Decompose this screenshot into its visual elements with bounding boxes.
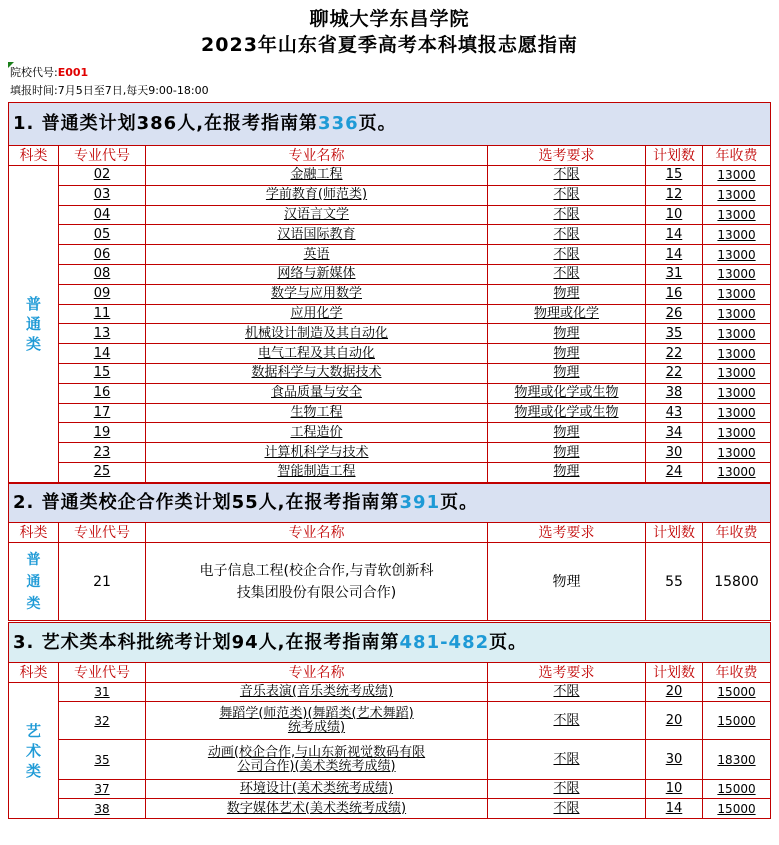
major-fee: 15000 — [703, 683, 771, 702]
major-code: 06 — [59, 245, 146, 265]
major-code: 15 — [59, 363, 146, 383]
page-title-school: 聊城大学东昌学院 — [309, 8, 470, 30]
major-fee: 13000 — [703, 324, 771, 344]
major-code: 03 — [59, 185, 146, 205]
major-code: 05 — [59, 225, 146, 245]
major-plan: 26 — [646, 304, 703, 324]
major-requirement: 不限 — [488, 702, 646, 740]
major-requirement: 物理 — [488, 363, 646, 383]
major-plan: 34 — [646, 423, 703, 443]
table-row — [9, 225, 771, 245]
table-row — [9, 205, 771, 225]
major-fee: 13000 — [703, 403, 771, 423]
col-header-category: 科类 — [9, 146, 59, 166]
major-requirement: 物理 — [488, 423, 646, 443]
category-cell: 普 通 类 — [9, 166, 59, 483]
major-fee: 18300 — [703, 740, 771, 780]
major-code: 37 — [59, 780, 146, 799]
major-plan: 14 — [646, 225, 703, 245]
section-3-title: 3. 艺术类本科批统考计划94人,在报考指南第481-482页。 — [9, 623, 771, 663]
major-plan: 24 — [646, 462, 703, 482]
col-header-code: 专业代号 — [59, 146, 146, 166]
section-3-page: 481-482 — [399, 631, 490, 653]
major-plan: 16 — [646, 284, 703, 304]
table-row — [9, 344, 771, 364]
table-row — [9, 166, 771, 186]
category-cell: 艺 术 类 — [9, 683, 59, 819]
section-3-table — [8, 622, 771, 819]
major-code: 08 — [59, 264, 146, 284]
major-requirement: 物理 — [488, 284, 646, 304]
col-header-plan: 计划数 — [646, 146, 703, 166]
fill-time-line: 填报时间:7月5日至7日,每天9:00-18:00 — [10, 84, 209, 97]
major-fee: 13000 — [703, 344, 771, 364]
major-name: 电气工程及其自动化 — [146, 344, 488, 364]
major-code: 16 — [59, 383, 146, 403]
col-header-code: 专业代号 — [59, 523, 146, 543]
major-requirement: 不限 — [488, 264, 646, 284]
school-code-value: E001 — [57, 66, 89, 79]
major-plan: 10 — [646, 205, 703, 225]
major-name: 数字媒体艺术(美术类统考成绩) — [146, 799, 488, 819]
major-name: 动画(校企合作,与山东新视觉数码有限 公司合作)(美术类统考成绩) — [146, 740, 488, 780]
major-plan: 12 — [646, 185, 703, 205]
major-name: 计算机科学与技术 — [146, 443, 488, 463]
major-name: 网络与新媒体 — [146, 264, 488, 284]
major-requirement: 物理 — [488, 462, 646, 482]
table-row — [9, 683, 771, 702]
major-requirement: 不限 — [488, 245, 646, 265]
major-fee: 13000 — [703, 166, 771, 186]
major-name: 环境设计(美术类统考成绩) — [146, 780, 488, 799]
major-name: 机械设计制造及其自动化 — [146, 324, 488, 344]
major-requirement: 物理或化学或生物 — [488, 403, 646, 423]
major-code: 17 — [59, 403, 146, 423]
table-row — [9, 740, 771, 780]
section-2-table — [8, 483, 771, 621]
section-1-table — [8, 102, 771, 483]
major-fee: 13000 — [703, 245, 771, 265]
major-plan: 14 — [646, 245, 703, 265]
major-code: 19 — [59, 423, 146, 443]
section-2-page: 391 — [399, 492, 441, 513]
major-fee: 13000 — [703, 185, 771, 205]
col-header-category: 科类 — [9, 523, 59, 543]
col-header-category: 科类 — [9, 663, 59, 683]
major-requirement: 物理 — [488, 344, 646, 364]
section-2-title: 2. 普通类校企合作类计划55人,在报考指南第391页。 — [9, 484, 771, 523]
major-name: 电子信息工程(校企合作,与青软创新科 技集团股份有限公司合作) — [146, 543, 488, 621]
major-requirement: 物理 — [488, 543, 646, 621]
major-requirement: 不限 — [488, 799, 646, 819]
major-fee: 15000 — [703, 780, 771, 799]
col-header-plan: 计划数 — [646, 663, 703, 683]
table-row — [9, 403, 771, 423]
major-code: 02 — [59, 166, 146, 186]
col-header-fee: 年收费 — [703, 523, 771, 543]
major-name: 舞蹈学(师范类)(舞蹈类(艺术舞蹈) 统考成绩) — [146, 702, 488, 740]
major-plan: 22 — [646, 363, 703, 383]
table-row — [9, 324, 771, 344]
major-name: 智能制造工程 — [146, 462, 488, 482]
major-fee: 13000 — [703, 443, 771, 463]
major-plan: 20 — [646, 683, 703, 702]
table-row — [9, 443, 771, 463]
major-fee: 13000 — [703, 264, 771, 284]
major-code: 11 — [59, 304, 146, 324]
major-fee: 13000 — [703, 205, 771, 225]
major-name: 食品质量与安全 — [146, 383, 488, 403]
major-requirement: 不限 — [488, 205, 646, 225]
major-name: 生物工程 — [146, 403, 488, 423]
major-requirement: 物理 — [488, 324, 646, 344]
major-code: 38 — [59, 799, 146, 819]
major-code: 25 — [59, 462, 146, 482]
major-plan: 30 — [646, 443, 703, 463]
major-name: 工程造价 — [146, 423, 488, 443]
col-header-name: 专业名称 — [146, 663, 488, 683]
major-requirement: 不限 — [488, 225, 646, 245]
table-row — [9, 284, 771, 304]
table-row — [9, 383, 771, 403]
major-plan: 14 — [646, 799, 703, 819]
major-plan: 15 — [646, 166, 703, 186]
school-code-line — [10, 66, 88, 80]
major-code: 31 — [59, 683, 146, 702]
major-name: 金融工程 — [146, 166, 488, 186]
table-row — [9, 185, 771, 205]
major-requirement: 不限 — [488, 780, 646, 799]
col-header-name: 专业名称 — [146, 523, 488, 543]
col-header-name: 专业名称 — [146, 146, 488, 166]
major-name: 学前教育(师范类) — [146, 185, 488, 205]
col-header-plan: 计划数 — [646, 523, 703, 543]
major-plan: 35 — [646, 324, 703, 344]
major-code: 09 — [59, 284, 146, 304]
major-name: 英语 — [146, 245, 488, 265]
major-code: 04 — [59, 205, 146, 225]
major-fee: 13000 — [703, 462, 771, 482]
table-row — [9, 799, 771, 819]
major-fee: 13000 — [703, 225, 771, 245]
table-row — [9, 780, 771, 799]
major-name: 应用化学 — [146, 304, 488, 324]
col-header-requirement: 选考要求 — [488, 523, 646, 543]
category-cell: 普 通 类 — [9, 543, 59, 621]
major-name: 数据科学与大数据技术 — [146, 363, 488, 383]
major-requirement: 不限 — [488, 683, 646, 702]
major-plan: 43 — [646, 403, 703, 423]
major-fee: 13000 — [703, 284, 771, 304]
section-1-page: 336 — [318, 113, 359, 134]
major-plan: 22 — [646, 344, 703, 364]
major-requirement: 不限 — [488, 740, 646, 780]
major-name: 汉语言文学 — [146, 205, 488, 225]
major-code: 21 — [59, 543, 146, 621]
major-fee: 15800 — [703, 543, 771, 621]
page-title-guide: 2023年山东省夏季高考本科填报志愿指南 — [201, 34, 578, 56]
major-code: 35 — [59, 740, 146, 780]
major-code: 23 — [59, 443, 146, 463]
major-fee: 13000 — [703, 363, 771, 383]
major-plan: 31 — [646, 264, 703, 284]
table-row — [9, 462, 771, 482]
col-header-code: 专业代号 — [59, 663, 146, 683]
major-plan: 20 — [646, 702, 703, 740]
major-requirement: 物理或化学或生物 — [488, 383, 646, 403]
major-fee: 15000 — [703, 702, 771, 740]
table-row — [9, 304, 771, 324]
major-fee: 15000 — [703, 799, 771, 819]
major-plan: 30 — [646, 740, 703, 780]
col-header-requirement: 选考要求 — [488, 146, 646, 166]
major-name: 音乐表演(音乐类统考成绩) — [146, 683, 488, 702]
major-plan: 38 — [646, 383, 703, 403]
col-header-requirement: 选考要求 — [488, 663, 646, 683]
table-row — [9, 245, 771, 265]
major-fee: 13000 — [703, 304, 771, 324]
major-code: 14 — [59, 344, 146, 364]
major-name: 汉语国际教育 — [146, 225, 488, 245]
table-row — [9, 543, 771, 621]
col-header-fee: 年收费 — [703, 146, 771, 166]
major-plan: 55 — [646, 543, 703, 621]
major-requirement: 不限 — [488, 166, 646, 186]
major-plan: 10 — [646, 780, 703, 799]
section-1-title: 1. 普通类计划386人,在报考指南第336页。 — [9, 103, 771, 146]
major-requirement: 物理 — [488, 443, 646, 463]
table-row — [9, 423, 771, 443]
table-row — [9, 702, 771, 740]
major-code: 32 — [59, 702, 146, 740]
major-fee: 13000 — [703, 383, 771, 403]
table-row — [9, 363, 771, 383]
school-code-label: 院校代号: — [10, 66, 58, 79]
major-name: 数学与应用数学 — [146, 284, 488, 304]
major-requirement: 物理或化学 — [488, 304, 646, 324]
col-header-fee: 年收费 — [703, 663, 771, 683]
major-code: 13 — [59, 324, 146, 344]
table-row — [9, 264, 771, 284]
major-requirement: 不限 — [488, 185, 646, 205]
major-fee: 13000 — [703, 423, 771, 443]
